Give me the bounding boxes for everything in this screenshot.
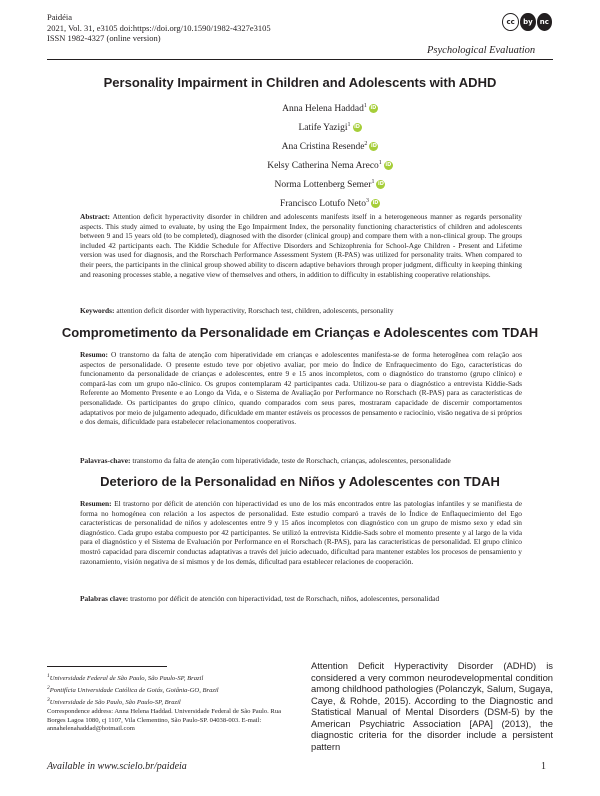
keywords-pt: Palavras-chave: transtorno da falta de atenção com hiperatividade, teste de Rorschach, crianças, adolescentes, personalidade	[80, 456, 451, 465]
journal-header	[47, 12, 271, 44]
orcid-icon[interactable]: iD	[370, 143, 377, 150]
article-title: Personality Impairment in Children and Adolescents with ADHD	[103, 75, 497, 90]
abstract-pt: Resumo: O transtorno da falta de atenção com hiperatividade em crianças e adolescentes manifesta-se de forma heterogênea com relação aos aspectos de personalidade. O presente estudo teve por objetivo avaliar, por meio do Índice de Enfraquecimento do Ego, características do funcionamento da personalidade de crianças e adolescentes, entre 9 e 15 anos incompletos, com o diagnóstico do transtorno (grupo clínico) e compará-las com um grupo não-clínico. Os grupos contemplaram 42 participantes cada. Utilizou-se para o diagnóstico a entrevista Kiddie-Sads Referente ao Momento Presente e ao Longo da Vida, e o Sistema de Avaliação por Performance no Rorschach (R-PAS) para as características de personalidade. Os participantes do grupo clínico, quando comparados com seus pares, mostraram capacidade de discernir comportamentos adaptativos por meio de julgamento adequado, dificuldade em manter estáveis os processos de pensamento e raciocínio, visão negativa de si próprios e dos demais, dificuldade para estabelecer relacionamentos cooperativos.	[80, 350, 522, 427]
journal-section-name: Psychological Evaluation	[427, 45, 536, 56]
author-list	[230, 103, 430, 217]
body-text: Attention Deficit Hyperactivity Disorder (ADHD) is considered a very common neurodevelopmental condition among childhood pathologies (Polanczyk, Salum, Sugaya, Caye, & Rohde, 2015). According to the Diagnostic and Statistical Manual of Mental Disorders (DSM-5) by the American Psychiatric Association [APA] (2013), the diagnostic criteria for the disorder include a persistent pattern	[311, 660, 553, 752]
affiliation-2: $^2$Pontifícia Universidade Católica de Goiás, Goiânia-GO, Brazil	[47, 685, 219, 695]
correspondence-note: Correspondence address: Anna Helena Haddad. Universidade Federal de São Paulo. Rua Borges Lagoa 1080, cj 1107, Vila Clementino, São Paulo-SP. 04038-003. E-mail: annahelenahaddad@hotmail.com	[47, 708, 282, 733]
orcid-icon[interactable]: iD	[354, 124, 360, 131]
citation-line[interactable]: 2021, Vol. 31, e3105 doi:https://doi.org/10.1590/1982-4327e3105	[47, 22, 271, 33]
page-number: 1	[541, 761, 546, 772]
affiliation-3: $^3$Universidade de São Paulo, São Paulo-SP, Brazil	[47, 697, 181, 707]
issn-line: ISSN 1982-4327 (online version)	[47, 33, 161, 43]
affiliation-1: $^1$Universidade Federal de São Paulo, São Paulo-SP, Brazil	[47, 673, 204, 683]
author-item: Norma Lottenberg Semer$^1$ iD	[274, 179, 384, 191]
license-badge[interactable]	[502, 13, 552, 31]
orcid-icon[interactable]: iD	[385, 162, 392, 169]
heading-pt: Comprometimento da Personalidade em Crianças e Adolescentes com TDAH	[61, 325, 539, 340]
cc-icon: cc	[502, 13, 519, 31]
keywords-es: Palabras clave: trastorno por déficit de atención con hiperactividad, test de Rorschach, niños, adolescentes, personalidad	[80, 594, 440, 603]
orcid-icon[interactable]: iD	[370, 105, 377, 112]
orcid-icon[interactable]: iD	[372, 200, 379, 207]
footnote-divider	[47, 666, 167, 667]
availability-link[interactable]: Available in www.scielo.br/paideia	[47, 761, 187, 772]
heading-es: Deterioro de la Personalidad en Niños y Adolescentes con TDAH	[100, 474, 500, 489]
author-item: Anna Helena Haddad$^1$ iD	[282, 103, 377, 115]
journal-label: Paidéia	[47, 12, 73, 22]
author-item: Ana Cristina Resende$^2$ iD	[281, 141, 377, 153]
author-item: Latife Yazigi$^1$ iD	[298, 122, 360, 134]
abstract-es: Resumen: El trastorno por déficit de atención con hiperactividad es uno de los más encontrados entre las patologías infantiles y se manifiesta de forma no homogénea con relación a los aspectos de personalidad. Este estudio comparó a través de lo Índice de Enflaquecimiento del Ego características de personalidad de niños y adolescentes entre 9 y 15 años incompletos con diagnóstico con un grupo de mismo sexo y edad sin diagnóstico. Cada grupo estaba compuesto por 42 participantes. Se utilizó la entrevista Kiddie-Sads sobre el momento presente y al largo de la vida para el diagnóstico y el Sistema de Evaluación por Performance en el Rorschach (R-PAS), para las características de personalidad. El grupo clínico mostró capacidad para discernir conductas adaptativas a través del juicio adecuado, dificultad para mantener estables los procesos de pensamiento y razonamiento, visión negativa de sí mismos y de los demás, dificultad para establecer relaciones de cooperación.	[80, 499, 522, 566]
nc-icon: nc	[537, 13, 552, 31]
author-item: Kelsy Catherina Nema Areco$^1$ iD	[267, 160, 392, 172]
header-divider	[47, 59, 553, 60]
orcid-icon[interactable]: iD	[378, 181, 384, 188]
author-item: Francisco Lotufo Neto$^3$ iD	[279, 198, 379, 210]
by-icon: by	[520, 13, 535, 31]
abstract-en: Abstract: Attention deficit hyperactivity disorder in children and adolescents manifests itself in a heterogeneous manner as regards personality aspects. This study aimed to evaluate, by using the Ego Impairment Index, the personality functioning characteristics of children and adolescents between 9 and 15 years old (to be completed), diagnosed with the disorder (clinical group) and compare them with a non-clinical group. The groups included 42 participants each. The Kiddie Schedule for Affective Disorders and Schizophrenia for School-Age Children - Present and Lifetime version was used for diagnosis, and the Rorschach Performance Assessment System (R-PAS) was utilized for personality traits. When compared to their peers, the participants in the clinical group showed ability to discern adaptive behaviors through proper judgment, difficulty in keeping thinking and reasoning processes stable, a negative view of themselves and others, in addition to difficulty in establishing cooperative relationships.	[80, 212, 522, 279]
keywords-en: Keywords: attention deficit disorder with hyperactivity, Rorschach test, children, adolescents, personality	[80, 306, 394, 315]
